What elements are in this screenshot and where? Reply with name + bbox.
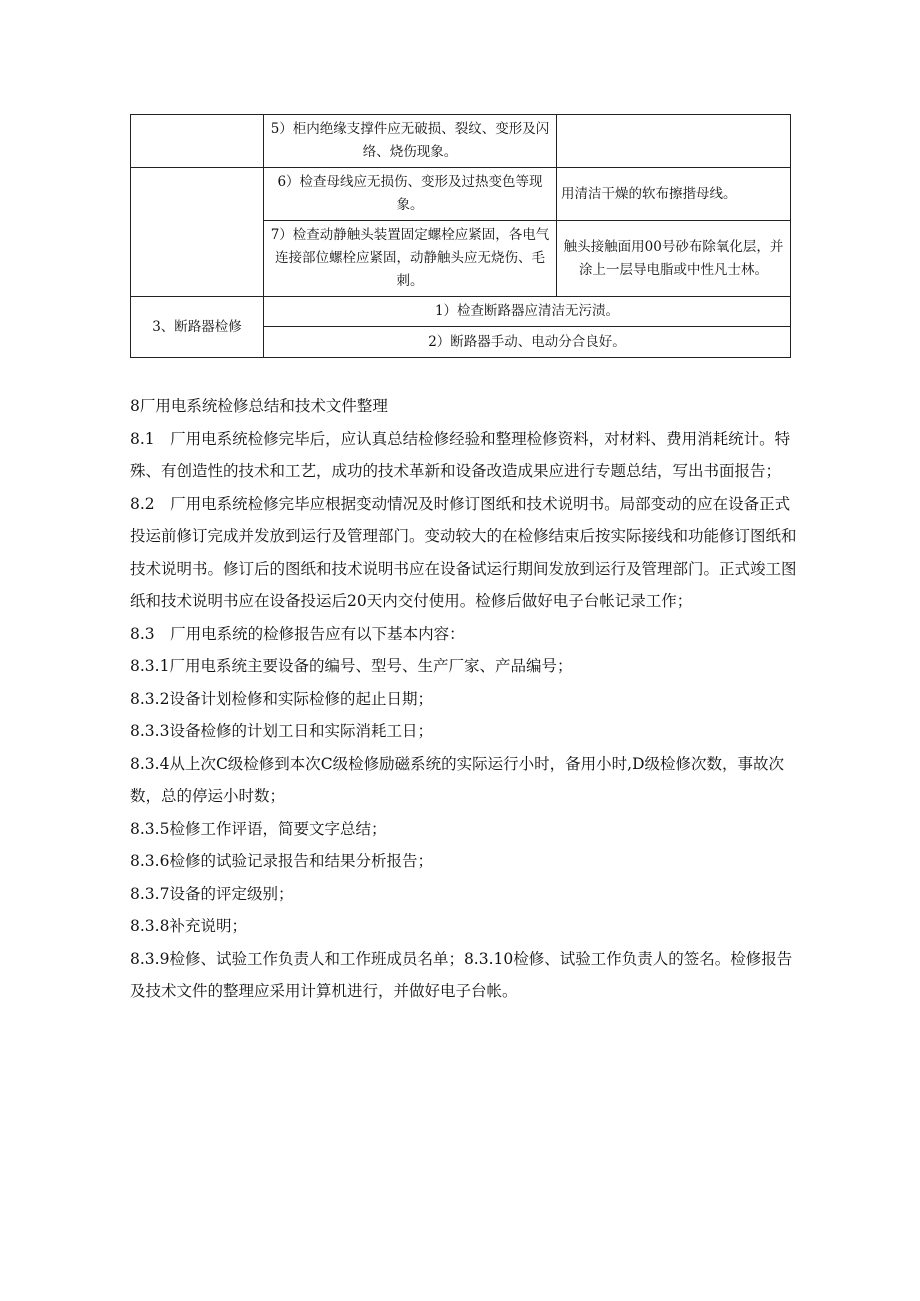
table-row (131, 115, 791, 168)
table-row (131, 168, 791, 221)
category-cell: 3、断路器检修 (131, 297, 264, 358)
item-cell: 6）检查母线应无损伤、变形及过热变色等现象。 (264, 168, 557, 221)
paragraph: 8.3.2设备计划检修和实际检修的起止日期； (130, 689, 433, 708)
category-cell (131, 168, 264, 297)
method-cell: 触头接触面用00号砂布除氧化层，并涂上一层导电脂或中性凡士林。 (557, 221, 791, 297)
paragraph: 8.3.6检修的试验记录报告和结果分析报告； (130, 852, 433, 870)
paragraph: 8.3.9检修、试验工作负责人和工作班成员名单；8.3.10检修、试验工作负责人的签名。检修报告及技术文件的整理应采用计算机进行，并做好电子台帐。 (130, 949, 793, 1000)
paragraph: 8.3.4从上次C级检修到本次C级检修励磁系统的实际运行小时，备用小时,D级检修次数，事故次数，总的停运小时数； (130, 754, 785, 805)
section-heading: 8厂用电系统检修总结和技术文件整理 (130, 397, 388, 415)
maintenance-table (130, 114, 791, 358)
paragraph: 8.3 厂用电系统的检修报告应有以下基本内容： (130, 624, 465, 643)
paragraph: 8.1 厂用电系统检修完毕后，应认真总结检修经验和整理检修资料，对材料、费用消耗统计。特殊、有创造性的技术和工艺，成功的技术革新和设备改造成果应进行专题总结，写出书面报告； (130, 429, 791, 480)
method-cell: 用清洁干燥的软布擦揩母线。 (557, 168, 791, 221)
paragraph: 8.3.3设备检修的计划工日和实际消耗工日； (130, 722, 433, 740)
section-body (130, 390, 805, 1008)
item-cell: 5）柜内绝缘支撑件应无破损、裂纹、变形及闪络、烧伤现象。 (264, 115, 557, 168)
method-cell (557, 115, 791, 168)
paragraph: 8.3.7设备的评定级别； (130, 884, 294, 903)
paragraph: 8.3.1厂用电系统主要设备的编号、型号、生产厂家、产品编号； (130, 657, 573, 675)
category-cell (131, 115, 264, 168)
item-cell: 2）断路器手动、电动分合良好。 (264, 327, 791, 358)
paragraph: 8.3.5检修工作评语，简要文字总结； (130, 819, 387, 838)
paragraph: 8.3.8补充说明； (130, 917, 247, 935)
paragraph: 8.2 厂用电系统检修完毕应根据变动情况及时修订图纸和技术说明书。局部变动的应在设备正式投运前修订完成并发放到运行及管理部门。变动较大的在检修结束后按实际接线和功能修订图纸和技术说明书。修订后的图纸和技术说明书应在设备试运行期间发放到运行及管理部门。正式竣工图纸和技术说明书应在设备投运后20天内交付使用。检修后做好电子台帐记录工作； (130, 494, 797, 610)
table-row (131, 297, 791, 327)
item-cell: 1）检查断路器应清洁无污渍。 (264, 297, 791, 327)
item-cell: 7）检查动静触头装置固定螺栓应紧固，各电气连接部位螺栓应紧固，动静触头应无烧伤、毛刺。 (264, 221, 557, 297)
